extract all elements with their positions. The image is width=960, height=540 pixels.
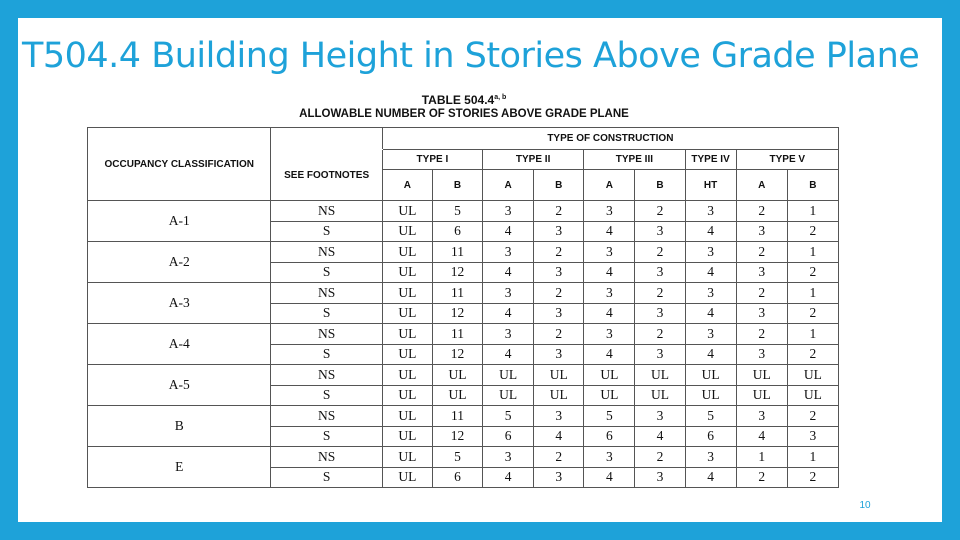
story-value-cell: 11 (432, 324, 482, 345)
story-value-cell: 3 (635, 344, 685, 365)
story-value-cell: 2 (787, 262, 838, 283)
story-value-cell: 2 (736, 467, 787, 488)
story-value-cell: 3 (736, 221, 787, 242)
footnote-cell: S (271, 344, 382, 365)
story-value-cell: 3 (685, 242, 736, 263)
story-value-cell: 5 (584, 406, 635, 427)
construction-type-header: TYPE IV (685, 150, 736, 170)
story-value-cell: 3 (584, 447, 635, 468)
story-value-cell: 1 (787, 242, 838, 263)
story-value-cell: 2 (534, 283, 584, 304)
story-value-cell: UL (685, 365, 736, 386)
footnotes-header: SEE FOOTNOTES (271, 150, 382, 201)
story-value-cell: UL (382, 426, 432, 447)
story-value-cell: UL (382, 262, 432, 283)
story-value-cell: 4 (534, 426, 584, 447)
story-value-cell: 4 (584, 467, 635, 488)
table-caption-text: TABLE 504.4 (421, 93, 495, 107)
story-value-cell: 2 (635, 283, 685, 304)
footnote-cell: NS (271, 365, 382, 386)
construction-subtype-header: A (382, 170, 432, 201)
story-value-cell: 2 (635, 324, 685, 345)
story-value-cell: UL (584, 385, 635, 406)
story-value-cell: UL (382, 242, 432, 263)
story-value-cell: UL (483, 365, 534, 386)
story-value-cell: 3 (584, 201, 635, 222)
story-value-cell: 11 (432, 242, 482, 263)
construction-type-header: TYPE I (382, 150, 482, 170)
page-number: 10 (859, 500, 871, 511)
story-value-cell: 4 (483, 221, 534, 242)
occupancy-label: A-3 (88, 283, 271, 324)
story-value-cell: UL (635, 365, 685, 386)
story-value-cell: UL (382, 447, 432, 468)
story-value-cell: 3 (685, 447, 736, 468)
story-value-cell: 4 (584, 303, 635, 324)
story-value-cell: UL (382, 467, 432, 488)
footnote-cell: NS (271, 283, 382, 304)
story-value-cell: UL (382, 221, 432, 242)
story-value-cell: 3 (483, 201, 534, 222)
story-value-cell: 4 (483, 303, 534, 324)
story-value-cell: 5 (432, 447, 482, 468)
story-value-cell: 5 (685, 406, 736, 427)
story-value-cell: 3 (685, 201, 736, 222)
story-value-cell: UL (382, 344, 432, 365)
story-value-cell: UL (483, 385, 534, 406)
story-value-cell: UL (382, 303, 432, 324)
story-value-cell: 3 (483, 242, 534, 263)
table-row (88, 283, 839, 304)
story-value-cell: 3 (685, 324, 736, 345)
construction-subtype-header: A (584, 170, 635, 201)
construction-subtype-header: B (787, 170, 838, 201)
footnote-cell: S (271, 262, 382, 283)
story-value-cell: UL (736, 365, 787, 386)
story-value-cell: UL (382, 324, 432, 345)
table-row (88, 406, 839, 427)
footnote-cell: NS (271, 406, 382, 427)
story-value-cell: 3 (736, 303, 787, 324)
footnote-cell: S (271, 467, 382, 488)
footnote-cell: NS (271, 201, 382, 222)
story-value-cell: 4 (584, 344, 635, 365)
story-value-cell: 6 (432, 221, 482, 242)
story-value-cell: 12 (432, 426, 482, 447)
story-value-cell: 3 (635, 303, 685, 324)
construction-subtype-header: B (635, 170, 685, 201)
story-value-cell: UL (432, 365, 482, 386)
footnote-cell: NS (271, 447, 382, 468)
story-value-cell: 11 (432, 406, 482, 427)
footnote-cell: S (271, 303, 382, 324)
story-value-cell: 2 (736, 283, 787, 304)
story-value-cell: 3 (635, 221, 685, 242)
construction-subtype-header: HT (685, 170, 736, 201)
story-value-cell: 2 (635, 201, 685, 222)
story-value-cell: 4 (483, 467, 534, 488)
story-value-cell: 4 (736, 426, 787, 447)
story-value-cell: 2 (534, 324, 584, 345)
table-row (88, 447, 839, 468)
story-value-cell: UL (584, 365, 635, 386)
table-body (88, 201, 839, 488)
table-header (88, 128, 839, 201)
story-value-cell: 4 (685, 303, 736, 324)
story-value-cell: 4 (685, 467, 736, 488)
story-value-cell: 11 (432, 283, 482, 304)
story-value-cell: UL (787, 365, 838, 386)
table-row (88, 242, 839, 263)
slide-title: T504.4 Building Height in Stories Above Grade Plane (22, 36, 920, 76)
story-value-cell: 3 (534, 221, 584, 242)
footnote-cell: S (271, 426, 382, 447)
footnote-cell: NS (271, 324, 382, 345)
story-value-cell: UL (534, 385, 584, 406)
story-value-cell: 3 (534, 303, 584, 324)
story-value-cell: 3 (736, 262, 787, 283)
construction-type-header: TYPE II (483, 150, 584, 170)
slide (18, 18, 942, 522)
story-value-cell: 3 (534, 406, 584, 427)
story-value-cell: UL (382, 283, 432, 304)
occupancy-header: OCCUPANCY CLASSIFICATION (88, 128, 271, 201)
story-value-cell: UL (382, 385, 432, 406)
story-value-cell: 4 (685, 262, 736, 283)
construction-subtype-header: A (483, 170, 534, 201)
story-value-cell: 3 (685, 283, 736, 304)
story-value-cell: UL (432, 385, 482, 406)
story-value-cell: 2 (787, 406, 838, 427)
story-value-cell: 1 (787, 283, 838, 304)
story-value-cell: 2 (534, 242, 584, 263)
story-value-cell: 2 (534, 201, 584, 222)
table-row (88, 365, 839, 386)
story-value-cell: 6 (584, 426, 635, 447)
story-value-cell: 3 (534, 344, 584, 365)
table-caption (88, 93, 840, 107)
story-value-cell: 3 (635, 262, 685, 283)
story-value-cell: UL (685, 385, 736, 406)
story-value-cell: 3 (736, 344, 787, 365)
construction-header: TYPE OF CONSTRUCTION (382, 128, 838, 150)
story-value-cell: 4 (483, 344, 534, 365)
story-value-cell: 2 (787, 467, 838, 488)
story-value-cell: 2 (736, 324, 787, 345)
occupancy-label: A-1 (88, 201, 271, 242)
story-value-cell: 3 (736, 406, 787, 427)
occupancy-label: A-4 (88, 324, 271, 365)
story-value-cell: 2 (787, 303, 838, 324)
story-value-cell: UL (736, 385, 787, 406)
occupancy-label: E (88, 447, 271, 488)
story-value-cell: 4 (584, 221, 635, 242)
story-value-cell: 6 (432, 467, 482, 488)
story-value-cell: 4 (685, 221, 736, 242)
occupancy-label: A-5 (88, 365, 271, 406)
story-value-cell: 3 (584, 283, 635, 304)
story-value-cell: 2 (635, 242, 685, 263)
story-value-cell: 2 (635, 447, 685, 468)
stories-table (87, 127, 839, 488)
story-value-cell: 5 (483, 406, 534, 427)
story-value-cell: 2 (787, 344, 838, 365)
story-value-cell: 4 (483, 262, 534, 283)
story-value-cell: 1 (787, 201, 838, 222)
story-value-cell: 3 (483, 324, 534, 345)
story-value-cell: 2 (534, 447, 584, 468)
story-value-cell: 12 (432, 303, 482, 324)
footnote-cell: S (271, 385, 382, 406)
story-value-cell: UL (382, 365, 432, 386)
story-value-cell: 2 (787, 221, 838, 242)
story-value-cell: 1 (736, 447, 787, 468)
table-container (87, 127, 839, 490)
story-value-cell: 12 (432, 344, 482, 365)
story-value-cell: 4 (635, 426, 685, 447)
story-value-cell: 3 (635, 406, 685, 427)
story-value-cell: UL (787, 385, 838, 406)
story-value-cell: 3 (635, 467, 685, 488)
footnote-cell: NS (271, 242, 382, 263)
story-value-cell: 2 (736, 242, 787, 263)
story-value-cell: 4 (685, 344, 736, 365)
footnote-cell: S (271, 221, 382, 242)
story-value-cell: 3 (787, 426, 838, 447)
construction-subtype-header: B (432, 170, 482, 201)
construction-type-header: TYPE III (584, 150, 685, 170)
table-caption-footnote: a, b (494, 94, 507, 101)
table-row (88, 324, 839, 345)
story-value-cell: UL (635, 385, 685, 406)
table-subtitle: ALLOWABLE NUMBER OF STORIES ABOVE GRADE PLANE (299, 108, 629, 120)
construction-subtype-header: B (534, 170, 584, 201)
occupancy-label: A-2 (88, 242, 271, 283)
story-value-cell: 5 (432, 201, 482, 222)
table-row (88, 201, 839, 222)
story-value-cell: 2 (736, 201, 787, 222)
header-spacer (271, 128, 382, 150)
story-value-cell: 3 (584, 324, 635, 345)
story-value-cell: 1 (787, 324, 838, 345)
story-value-cell: 6 (483, 426, 534, 447)
story-value-cell: 1 (787, 447, 838, 468)
story-value-cell: 3 (483, 447, 534, 468)
story-value-cell: 3 (534, 262, 584, 283)
story-value-cell: 3 (483, 283, 534, 304)
construction-subtype-header: A (736, 170, 787, 201)
story-value-cell: 3 (534, 467, 584, 488)
story-value-cell: UL (382, 201, 432, 222)
story-value-cell: UL (382, 406, 432, 427)
construction-type-header: TYPE V (736, 150, 838, 170)
story-value-cell: 4 (584, 262, 635, 283)
story-value-cell: 6 (685, 426, 736, 447)
story-value-cell: 3 (584, 242, 635, 263)
story-value-cell: UL (534, 365, 584, 386)
story-value-cell: 12 (432, 262, 482, 283)
occupancy-label: B (88, 406, 271, 447)
